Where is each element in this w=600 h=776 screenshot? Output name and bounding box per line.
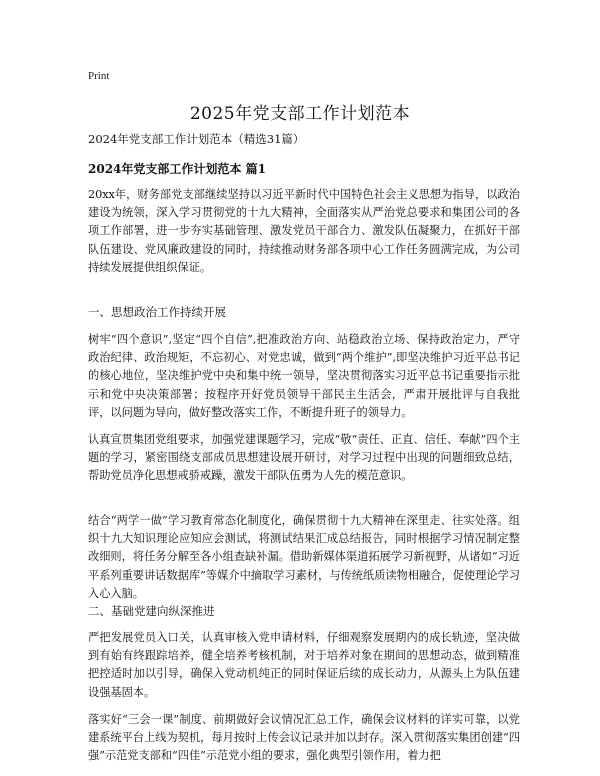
heading-ideological-work: 一、思想政治工作持续开展 [88, 305, 226, 319]
heading-party-building: 二、基础党建向纵深推进 [88, 604, 215, 618]
paragraph-study-requirements: 认真宣贯集团党组要求，加强党建课题学习，完成“敬“责任、正直、信任、奉献”四个主题的学习，紧密围绕支部成员思想建设展开研讨，对学习过程中出现的问题细致总结，帮助党员净化思想戒骄戒躁，激发干部队伍勇为人先的模范意识。 [88, 433, 520, 483]
document-subtitle: 2024年党支部工作计划范本（精选31篇） [88, 132, 305, 146]
document-title: 2025年党支部工作计划范本 [189, 104, 411, 124]
paragraph-study-education: 结合“两学一做”学习教育常态化制度化，确保贯彻十九大精神在深里走、往实处落。组织十九大知识理论应知应会测试，将测试结果汇成总结报告，同时根据学习情况制定整改细则，将任务分解至各小组查缺补漏。借助新媒体渠道拓展学习新视野，从诸如“习近平系列重要讲话数据库”等媒介中摘取学习素材，与传统纸质读物相融合，促使理论学习入心入脑。 [88, 514, 520, 600]
paragraph-meeting-system: 落实好“三会一课”制度、前期做好会议情况汇总工作，确保会议材料的详实可靠，以党建系统平台上线为契机，每月按时上传会议记录并加以封存。深入贯彻落实集团创建“四强”示范党支部和“四佳”示范党小组的要求，强化典型引领作用，着力把 [88, 713, 520, 763]
paragraph-political-awareness: 树牢“四个意识”,坚定“四个自信”,把准政治方向、站稳政治立场、保持政治定力，严守政治纪律、政治规矩，不忘初心、对党忠诚，做到“两个维护”,即坚决维护习近平总书记的核心地位，坚决维护党中央和集中统一领导，坚决贯彻落实习近平总书记重要指示批示和党中央决策部署；按程序开好党员领导干部民主生活会，严肃开展批评与自我批评，以问题为导向，做好整改落实工作，不断提升班子的领导力。 [88, 333, 520, 419]
paragraph-member-development: 严把发展党员入口关，认真审核入党申请材料，仔细观察发展期内的成长轨迹，坚决做到有始有终跟踪培养，健全培养考核机制，对于培养对象在期间的思想动态，做到精准把控适时加以引导，确保入党动机纯正的同时保证后续的成长动力，从源头上为队伍建设强基固本。 [88, 631, 520, 699]
print-link[interactable]: Print [88, 70, 110, 82]
paragraph-intro: 20xx年，财务部党支部继续坚持以习近平新时代中国特色社会主义思想为指导，以政治建设为统领，深入学习贯彻党的十九大精神，全面落实从严治党总要求和集团公司的各项工作部署，进一步夯实基础管理、激发党员干部合力、激发队伍凝聚力，在抓好干部队伍建设、党风廉政建设的同时，持续推动财务部各项中心工作任务圆满完成，为公司持续发展提供组织保证。 [88, 188, 520, 274]
section-title: 2024年党支部工作计划范本 篇1 [88, 162, 266, 176]
